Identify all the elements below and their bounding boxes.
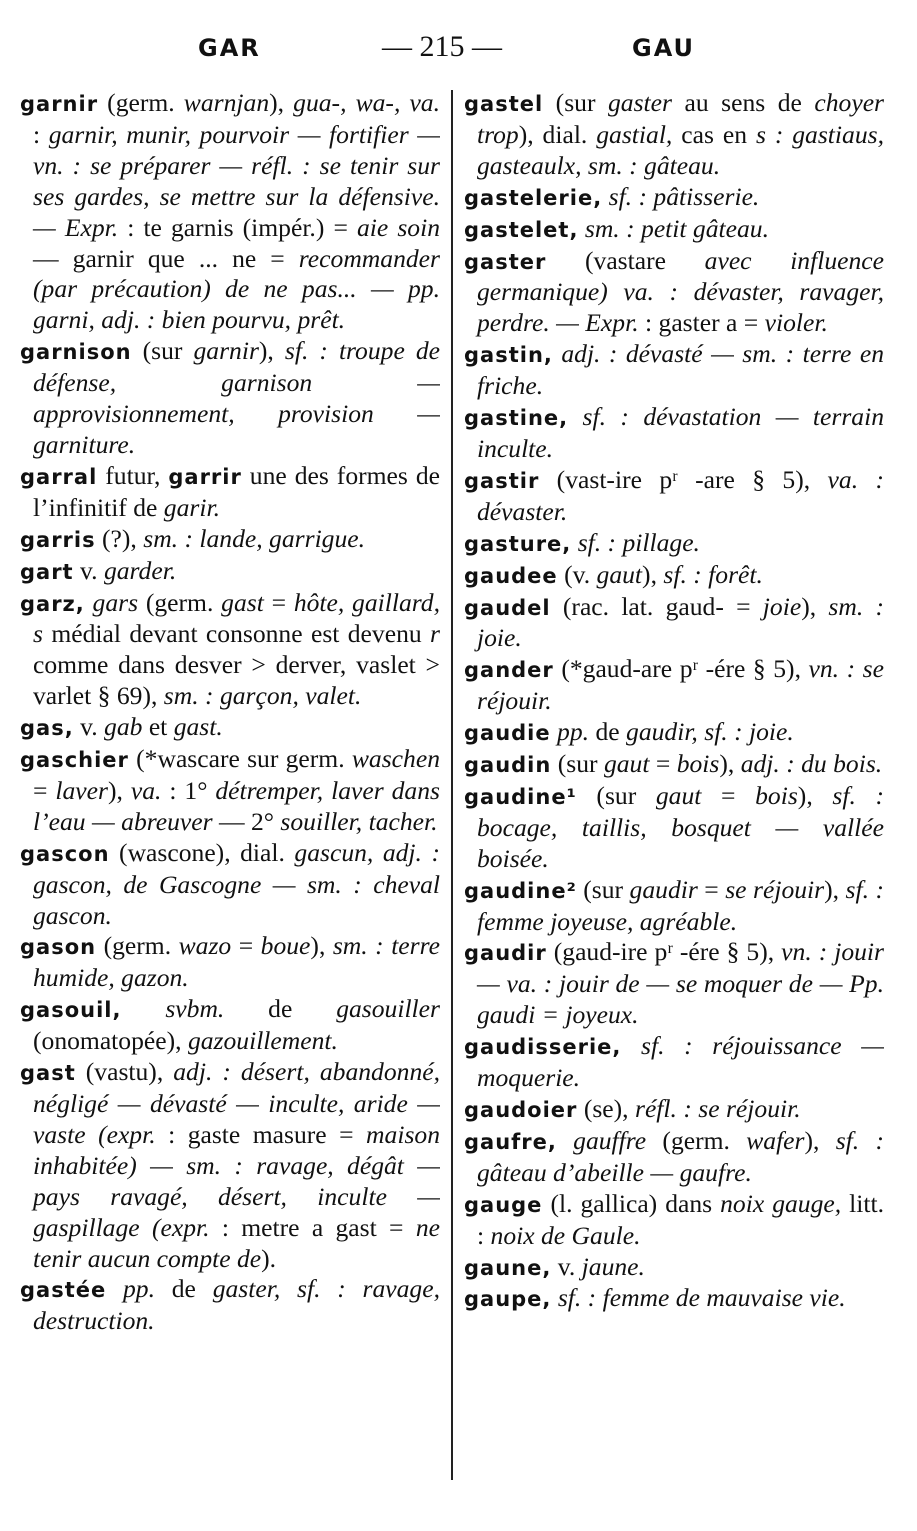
entry-text: r <box>430 619 440 649</box>
entry-text: médial devant consonne est devenu <box>42 619 431 649</box>
dictionary-entry <box>20 88 440 336</box>
entry-text: (?), <box>95 523 144 553</box>
dictionary-entry <box>20 838 440 932</box>
entry-text: jaune. <box>581 1251 645 1281</box>
entry-text: au sens de <box>671 88 815 117</box>
dictionary-entry <box>464 339 884 402</box>
entry-text: garder. <box>103 555 177 585</box>
entry-text: (*wascare sur germ. <box>128 744 352 774</box>
headword: gaudel <box>464 595 551 620</box>
entry-text: maison inhabitée) — sm. : ravage, dégât — pays ravagé, désert, inculte — gaspillage (expr. <box>33 1119 440 1242</box>
entry-text <box>121 994 165 1023</box>
entry-text: (v. <box>557 559 597 589</box>
entry-text: gua-, wa-, va. <box>293 88 440 117</box>
entry-text: violer. <box>764 308 828 338</box>
entry-text: ), <box>642 559 664 589</box>
entry-text: ), <box>719 749 741 779</box>
headword: garrir <box>168 464 242 489</box>
entry-text: gars <box>92 587 139 617</box>
entry-text: : 1° <box>161 775 216 805</box>
dictionary-entry <box>464 1283 884 1315</box>
entry-text: hôte, gaillard, s <box>33 587 440 649</box>
entry-text: (germ. <box>96 931 179 961</box>
entry-text: gaudir, sf. : joie. <box>626 717 794 747</box>
entry-text: bois <box>676 749 720 779</box>
entry-text: futur, <box>97 460 169 490</box>
headword: gaudin <box>464 753 552 778</box>
dictionary-entry <box>464 465 884 528</box>
entry-text: gauffre <box>573 1125 647 1155</box>
headword: gas, <box>20 716 74 741</box>
entry-text: (sur <box>131 336 194 366</box>
entry-text: s : gastiaus, gasteaulx, sm. : gâteau. <box>477 119 884 180</box>
entry-text: gaster, sf. : ravage, destruction. <box>33 1274 440 1336</box>
headword: gauge <box>464 1192 543 1217</box>
entry-text: ), <box>269 88 294 117</box>
entry-text: (*gaud-are pʳ -ére § 5), <box>553 654 809 684</box>
headword: gaupe, <box>464 1287 552 1312</box>
dictionary-entry <box>464 875 884 938</box>
entry-text: noix de Gaule. <box>490 1220 641 1250</box>
entry-text: = <box>649 749 677 779</box>
entry-text: gaudir <box>629 874 698 904</box>
entry-text: (vast-ire pʳ -are § 5), <box>539 464 828 494</box>
headword: gastir <box>464 468 540 493</box>
dictionary-entry <box>20 931 440 994</box>
headword: gaster <box>464 249 547 274</box>
entry-text: gascun, adj. : gascon, de Gascogne — sm. : cheval gascon. <box>33 837 440 930</box>
entry-text: sf. : femme de mauvaise vie. <box>557 1283 846 1313</box>
entry-text <box>106 1274 123 1303</box>
entry-text: (wascone), dial. <box>109 837 295 867</box>
headword: gasouil, <box>20 998 122 1023</box>
entry-text: sf. : bocage, taillis, bosquet — vallée boisée. <box>477 780 884 873</box>
headword: gastelerie, <box>464 185 603 210</box>
entry-text: sf. : troupe de défense, garnison — approvisionnement, provision — garniture. <box>33 336 440 459</box>
entry-text: bois <box>755 780 798 810</box>
entry-text: sf. : pillage. <box>577 527 700 557</box>
entry-text: v. <box>73 555 104 585</box>
entry-text: : metre a gast = <box>209 1212 416 1242</box>
entry-text: ), <box>804 1125 836 1155</box>
entry-text: — 2° <box>212 806 281 836</box>
dictionary-entry <box>20 1274 440 1337</box>
entry-text: ne tenir aucun compte de <box>33 1212 440 1273</box>
entry-text: svbm. <box>165 994 225 1024</box>
dictionary-entry <box>464 246 884 340</box>
entry-text: adj. : dévasté — sm. : terre en friche. <box>477 339 884 401</box>
dictionary-entry <box>464 1189 884 1252</box>
entry-text: sm. : terre humide, gazon. <box>33 931 440 993</box>
entry-text: de <box>589 717 627 747</box>
dictionary-entry <box>464 1094 884 1126</box>
entry-text: (sur <box>551 749 604 779</box>
entry-text: (rac. lat. gaud- = <box>550 591 763 621</box>
dictionary-entry <box>464 402 884 465</box>
entry-text: détremper, laver dans l’eau — abreuver <box>33 775 440 836</box>
headword: gart <box>20 559 74 584</box>
dictionary-entry <box>464 781 884 875</box>
entry-text: sm. : garçon, valet. <box>163 681 362 711</box>
entry-text: (vastu), <box>75 1057 174 1087</box>
entry-text: warnjan <box>183 88 270 117</box>
headword: gaudisserie, <box>464 1035 622 1060</box>
headword: gastin, <box>464 343 553 368</box>
headword: gaudee <box>464 563 558 588</box>
entry-text: cas en <box>672 119 756 149</box>
column-divider <box>451 90 453 1480</box>
entry-text: choyer trop <box>477 88 884 149</box>
entry-text: pp. <box>557 717 590 747</box>
dictionary-entry <box>464 717 884 749</box>
entry-text: gastial, <box>596 119 673 149</box>
entry-text: (se), <box>577 1094 635 1123</box>
headword: gaudir <box>464 941 547 966</box>
entry-text: gaster <box>608 88 672 117</box>
entry-text: sf. : dévastation — terrain inculte. <box>477 402 884 463</box>
headword: gander <box>464 658 554 683</box>
dictionary-entry <box>464 654 884 717</box>
dictionary-entry <box>464 560 884 592</box>
dictionary-entry <box>20 524 440 556</box>
headword: gast <box>20 1061 76 1086</box>
dictionary-entry <box>464 749 884 781</box>
entry-text: (onomatopée), <box>33 1026 188 1056</box>
dictionary-entry <box>20 712 440 744</box>
dictionary-entry <box>20 556 440 588</box>
entry-text: sf. : réjouissance — moquerie. <box>477 1031 884 1093</box>
entry-text: gazouillement. <box>187 1026 338 1056</box>
entry-text: gaut <box>655 780 702 810</box>
entry-text: (sur <box>543 88 608 117</box>
entry-text: (gaud-ire pʳ -ére § 5), <box>546 937 782 967</box>
entry-text: = <box>231 931 261 961</box>
headword: garz, <box>20 591 85 616</box>
headword: gastine, <box>464 406 569 431</box>
entry-text: ), <box>258 336 285 366</box>
dictionary-entry <box>464 592 884 655</box>
entry-text: sm. : lande, garrigue. <box>143 523 366 553</box>
entry-text: ), <box>801 591 829 621</box>
entry-text: une des formes de l’infinitif de <box>33 460 440 522</box>
entry-text <box>85 588 93 617</box>
headword: gason <box>20 935 97 960</box>
dictionary-entry <box>20 744 440 838</box>
page-number: — 215 — <box>382 30 502 63</box>
entry-text: laver <box>55 775 108 805</box>
header-left-guideword: GAR <box>198 34 261 62</box>
headword: gaschier <box>20 748 129 773</box>
headword: garral <box>20 464 98 489</box>
headword: gaudoier <box>464 1098 578 1122</box>
dictionary-entry <box>20 336 440 461</box>
headword: gastelet, <box>464 217 579 242</box>
entry-text: noix gauge, <box>720 1188 842 1218</box>
entry-text: : gaste masure = <box>155 1119 367 1149</box>
entry-text: (sur <box>576 780 656 810</box>
entry-text: wazo <box>178 931 232 961</box>
entry-text <box>621 1031 641 1060</box>
dictionary-entry <box>464 182 884 214</box>
entry-text: (germ. <box>98 88 184 117</box>
entry-text: (germ. <box>646 1125 747 1155</box>
right-column <box>464 88 884 1478</box>
entry-text: gaut <box>596 559 643 589</box>
entry-text: (sur <box>576 874 630 904</box>
entry-text: wafer <box>746 1125 805 1155</box>
entry-text: recommander (par précaution) de ne pas... — pp. garni, adj. : bien pourvu, prêt. <box>33 243 440 335</box>
entry-text: = <box>697 874 726 904</box>
entry-text: ), <box>797 780 833 810</box>
dictionary-entry <box>464 214 884 246</box>
entry-text: v. <box>73 712 105 742</box>
entry-text: souiller, tacher. <box>280 806 438 836</box>
entry-text: garnir, munir, pourvoir — fortifier — vn. : se préparer — réfl. : se tenir sur ses gardes, se mettre sur la défensive. — Expr. <box>33 119 440 242</box>
entry-text: et <box>142 712 174 742</box>
entry-text: (vastare <box>546 245 705 275</box>
entry-text: v. <box>551 1251 582 1281</box>
entry-text: waschen <box>351 744 440 774</box>
entry-text: sf. : gâteau d’abeille — gaufre. <box>477 1125 884 1187</box>
entry-text: gast <box>221 587 264 617</box>
dictionary-entry <box>464 1031 884 1094</box>
entry-text: adj. : désert, abandonné, négligé — dévasté — inculte, aride — vaste (expr. <box>33 1057 440 1149</box>
entry-text: gast. <box>173 712 223 742</box>
dictionary-entry <box>20 1057 440 1274</box>
dictionary-entry <box>464 528 884 560</box>
entry-text: va. : dévaster. <box>477 464 884 526</box>
entry-text: gaut <box>603 749 650 779</box>
entry-text: gasouiller <box>336 994 440 1024</box>
headword: gaudine² <box>464 878 577 903</box>
entry-text: sf. : pâtisserie. <box>608 181 760 211</box>
headword: gascon <box>20 841 110 866</box>
entry-text: (germ. <box>138 587 222 617</box>
dictionary-entry <box>464 1252 884 1284</box>
entry-text: se réjouir <box>725 874 825 904</box>
headword: garris <box>20 527 96 552</box>
entry-text: sf. : forêt. <box>663 559 763 589</box>
dictionary-entry <box>464 88 884 182</box>
dictionary-entry <box>20 588 440 713</box>
entry-text: ), <box>107 775 131 805</box>
entry-text: ), <box>310 931 333 961</box>
dictionary-entry <box>464 937 884 1031</box>
entry-text: — garnir que ... ne = <box>33 243 299 273</box>
entry-text: garnir <box>193 336 259 366</box>
entry-text: vn. : se réjouir. <box>477 654 884 716</box>
entry-text: litt. : <box>477 1188 884 1250</box>
entry-text: sf. : femme joyeuse, agréable. <box>477 874 884 936</box>
entry-text <box>568 402 582 431</box>
entry-text: avec influence germanique) va. : dévaster, ravager, perdre. — Expr. <box>477 245 884 338</box>
entry-text: de <box>224 994 337 1024</box>
entry-text: : <box>33 119 49 149</box>
entry-text: comme dans desver > derver, vaslet > varlet § 69), <box>33 650 440 711</box>
entry-text: sm. : petit gâteau. <box>584 213 769 243</box>
entry-text: vn. : jouir — va. : jouir de — se moquer de — Pp. gaudi = joyeux. <box>477 937 884 1030</box>
entry-text: : te garnis (impér.) = <box>118 212 357 242</box>
headword: garnir <box>20 92 99 116</box>
dictionary-entry <box>20 994 440 1057</box>
headword: garnison <box>20 340 132 365</box>
headword: gastel <box>464 92 544 116</box>
headword: gastée <box>20 1278 107 1303</box>
entry-text: ), dial. <box>518 119 597 149</box>
entry-text: = <box>33 775 56 805</box>
entry-text: de <box>155 1274 213 1304</box>
headword: gaudine¹ <box>464 784 577 809</box>
entry-text: = <box>263 587 294 617</box>
entry-text: pp. <box>123 1274 155 1304</box>
headword: gaufre, <box>464 1129 557 1154</box>
entry-text: aie soin <box>356 212 440 242</box>
left-column <box>20 88 440 1478</box>
entry-text: garir. <box>163 492 220 522</box>
headword: gasture, <box>464 531 572 556</box>
entry-text: ), <box>824 874 846 904</box>
headword: gaune, <box>464 1255 552 1280</box>
headword: gaudie <box>464 721 551 746</box>
entry-text: = <box>701 780 756 810</box>
page-header <box>0 30 917 70</box>
entry-text: réfl. : se réjouir. <box>634 1094 801 1123</box>
entry-text: ). <box>261 1243 277 1273</box>
entry-text: sm. : joie. <box>477 591 884 653</box>
entry-text: gab <box>104 712 143 742</box>
entry-text: va. <box>130 775 162 805</box>
header-right-guideword: GAU <box>632 34 696 62</box>
entry-text: : gaster a = <box>638 308 765 338</box>
entry-text: joie <box>762 591 802 621</box>
entry-text: adj. : du bois. <box>740 749 883 779</box>
entry-text: (l. gallica) dans <box>542 1188 721 1218</box>
dictionary-entry <box>464 1126 884 1189</box>
entry-text <box>557 1126 573 1155</box>
dictionary-entry <box>20 461 440 524</box>
entry-text: boue <box>260 931 311 961</box>
